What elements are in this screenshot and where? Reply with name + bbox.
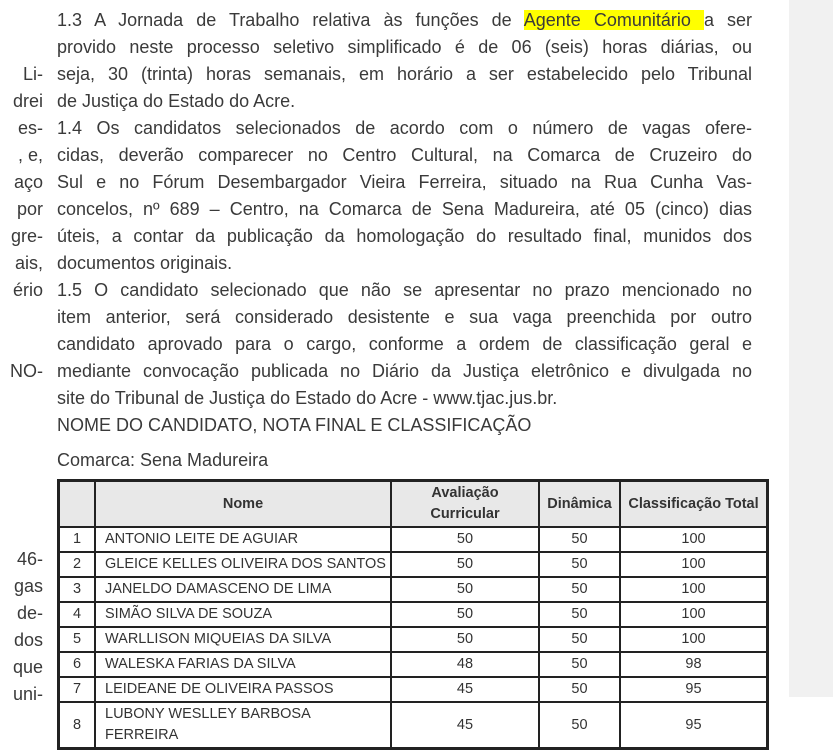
left-margin-fragment: gre- xyxy=(10,226,43,246)
table-cell: 50 xyxy=(539,527,620,552)
text-line xyxy=(57,88,752,115)
text-segment: provido neste processo seletivo simplificado é de 06 (seis) horas diárias, ou xyxy=(57,37,752,57)
table-cell: 100 xyxy=(620,577,767,602)
table-cell: 2 xyxy=(59,552,95,577)
left-margin-fragment: ais, xyxy=(14,253,43,273)
left-margin-column xyxy=(0,0,46,704)
table-cell: 45 xyxy=(391,702,539,748)
table-cell: 100 xyxy=(620,627,767,652)
text-line xyxy=(57,169,752,196)
table-row xyxy=(59,552,767,577)
table-cell: 50 xyxy=(539,627,620,652)
table-cell: 50 xyxy=(539,602,620,627)
table-row xyxy=(59,577,767,602)
table-cell: 50 xyxy=(539,577,620,602)
table-cell: 5 xyxy=(59,627,95,652)
left-margin-fragment: 46- xyxy=(16,549,43,569)
text-line xyxy=(57,61,752,88)
table-header-cell: Dinâmica xyxy=(539,481,620,527)
left-margin-fragment: NO- xyxy=(10,361,43,381)
table-cell: LEIDEANE DE OLIVEIRA PASSOS xyxy=(95,677,391,702)
table-row xyxy=(59,602,767,627)
left-margin-fragment: de- xyxy=(16,603,43,623)
table-cell: 98 xyxy=(620,652,767,677)
left-margin-fragment: dos xyxy=(13,630,43,650)
text-segment: seja, 30 (trinta) horas semanais, em horário a ser estabelecido pelo Tribunal xyxy=(57,64,752,84)
text-line xyxy=(57,250,752,277)
highlighted-text: Agente Comunitário xyxy=(523,10,704,30)
text-segment: cidas, deverão comparecer no Centro Cultural, na Comarca de Cruzeiro do xyxy=(57,145,752,165)
table-cell: 50 xyxy=(539,702,620,748)
left-margin-fragment: Li- xyxy=(22,64,43,84)
candidates-heading: NOME DO CANDIDATO, NOTA FINAL E CLASSIFICAÇÃO xyxy=(57,415,532,435)
table-cell: 45 xyxy=(391,677,539,702)
left-margin-fragment: uni- xyxy=(12,684,43,704)
text-line xyxy=(57,331,752,358)
table-cell: WARLLISON MIQUEIAS DA SILVA xyxy=(95,627,391,652)
text-line xyxy=(57,304,752,331)
table-body xyxy=(59,527,767,748)
table-cell: 50 xyxy=(539,677,620,702)
table-header-row xyxy=(59,481,767,527)
text-line xyxy=(57,358,752,385)
text-segment: item anterior, será considerado desistente e sua vaga preenchida por outro xyxy=(57,307,752,327)
comarca-label: Comarca: Sena Madureira xyxy=(57,450,269,470)
results-table xyxy=(57,479,769,750)
text-segment: 1.5 O candidato selecionado que não se apresentar no prazo mencionado no xyxy=(57,280,752,300)
table-row xyxy=(59,627,767,652)
text-segment: 1.3 A Jornada de Trabalho relativa às funções de xyxy=(57,10,524,30)
text-segment: candidato aprovado para o cargo, conforme a ordem de classificação geral e xyxy=(57,334,752,354)
table-header-cell: Avaliação Curricular xyxy=(391,481,539,527)
left-margin-fragment: gas xyxy=(13,576,43,596)
table-row xyxy=(59,702,767,748)
table-cell: 6 xyxy=(59,652,95,677)
table-header-cell xyxy=(59,481,95,527)
table-cell: 8 xyxy=(59,702,95,748)
left-margin-fragment: ério xyxy=(12,280,43,300)
text-line xyxy=(57,7,752,34)
table-cell: 100 xyxy=(620,527,767,552)
text-line xyxy=(57,115,752,142)
paragraph-1-4 xyxy=(57,115,752,277)
text-line xyxy=(57,385,752,412)
text-line xyxy=(57,142,752,169)
table-cell: 50 xyxy=(391,577,539,602)
text-line xyxy=(57,223,752,250)
left-margin-fragment: que xyxy=(12,657,43,677)
text-segment: mediante convocação publicada no Diário da Justiça eletrônico e divulgada no xyxy=(57,361,752,381)
document-paragraphs xyxy=(57,7,752,412)
table-cell: WALESKA FARIAS DA SILVA xyxy=(95,652,391,677)
table-row xyxy=(59,677,767,702)
paragraph-1-3 xyxy=(57,7,752,115)
text-segment: site do Tribunal de Justiça do Estado do Acre - www.tjac.jus.br. xyxy=(57,388,558,408)
table-header-cell: Nome xyxy=(95,481,391,527)
table-cell: 48 xyxy=(391,652,539,677)
text-segment: de Justiça do Estado do Acre. xyxy=(57,91,296,111)
text-line xyxy=(57,196,752,223)
table-row xyxy=(59,652,767,677)
table-cell: ANTONIO LEITE DE AGUIAR xyxy=(95,527,391,552)
text-segment: documentos originais. xyxy=(57,253,233,273)
main-content xyxy=(57,7,759,750)
right-gutter-strip xyxy=(789,0,833,697)
text-segment: a ser xyxy=(703,10,753,30)
table-cell: 95 xyxy=(620,702,767,748)
left-margin-fragment: es- xyxy=(17,118,43,138)
table-header-cell: Classificação Total xyxy=(620,481,767,527)
table-cell: GLEICE KELLES OLIVEIRA DOS SANTOS xyxy=(95,552,391,577)
table-cell: 4 xyxy=(59,602,95,627)
table-cell: 3 xyxy=(59,577,95,602)
table-cell: 1 xyxy=(59,527,95,552)
table-cell: LUBONY WESLLEY BARBOSA FERREIRA xyxy=(95,702,391,748)
paragraph-1-5 xyxy=(57,277,752,412)
table-cell: 50 xyxy=(391,527,539,552)
text-segment: 1.4 Os candidatos selecionados de acordo com o número de vagas ofere- xyxy=(57,118,752,138)
text-segment: concelos, nº 689 – Centro, na Comarca de Sena Madureira, até 05 (cinco) dias xyxy=(57,199,752,219)
table-cell: JANELDO DAMASCENO DE LIMA xyxy=(95,577,391,602)
left-margin-fragment: , e, xyxy=(17,145,43,165)
table-cell: 100 xyxy=(620,602,767,627)
table-cell: 7 xyxy=(59,677,95,702)
table-cell: 100 xyxy=(620,552,767,577)
table-cell: 50 xyxy=(391,627,539,652)
table-cell: 50 xyxy=(539,552,620,577)
text-line xyxy=(57,277,752,304)
text-segment: úteis, a contar da publicação da homologação do resultado final, munidos dos xyxy=(57,226,752,246)
left-margin-fragment: aço xyxy=(13,172,43,192)
table-cell: 50 xyxy=(391,602,539,627)
table-cell: 50 xyxy=(391,552,539,577)
table-cell: SIMÃO SILVA DE SOUZA xyxy=(95,602,391,627)
table-cell: 95 xyxy=(620,677,767,702)
text-segment: Sul e no Fórum Desembargador Vieira Ferreira, situado na Rua Cunha Vas- xyxy=(57,172,752,192)
table-row xyxy=(59,527,767,552)
table-cell: 50 xyxy=(539,652,620,677)
left-margin-fragment: drei xyxy=(12,91,43,111)
left-margin-fragment: por xyxy=(16,199,43,219)
text-line xyxy=(57,34,752,61)
